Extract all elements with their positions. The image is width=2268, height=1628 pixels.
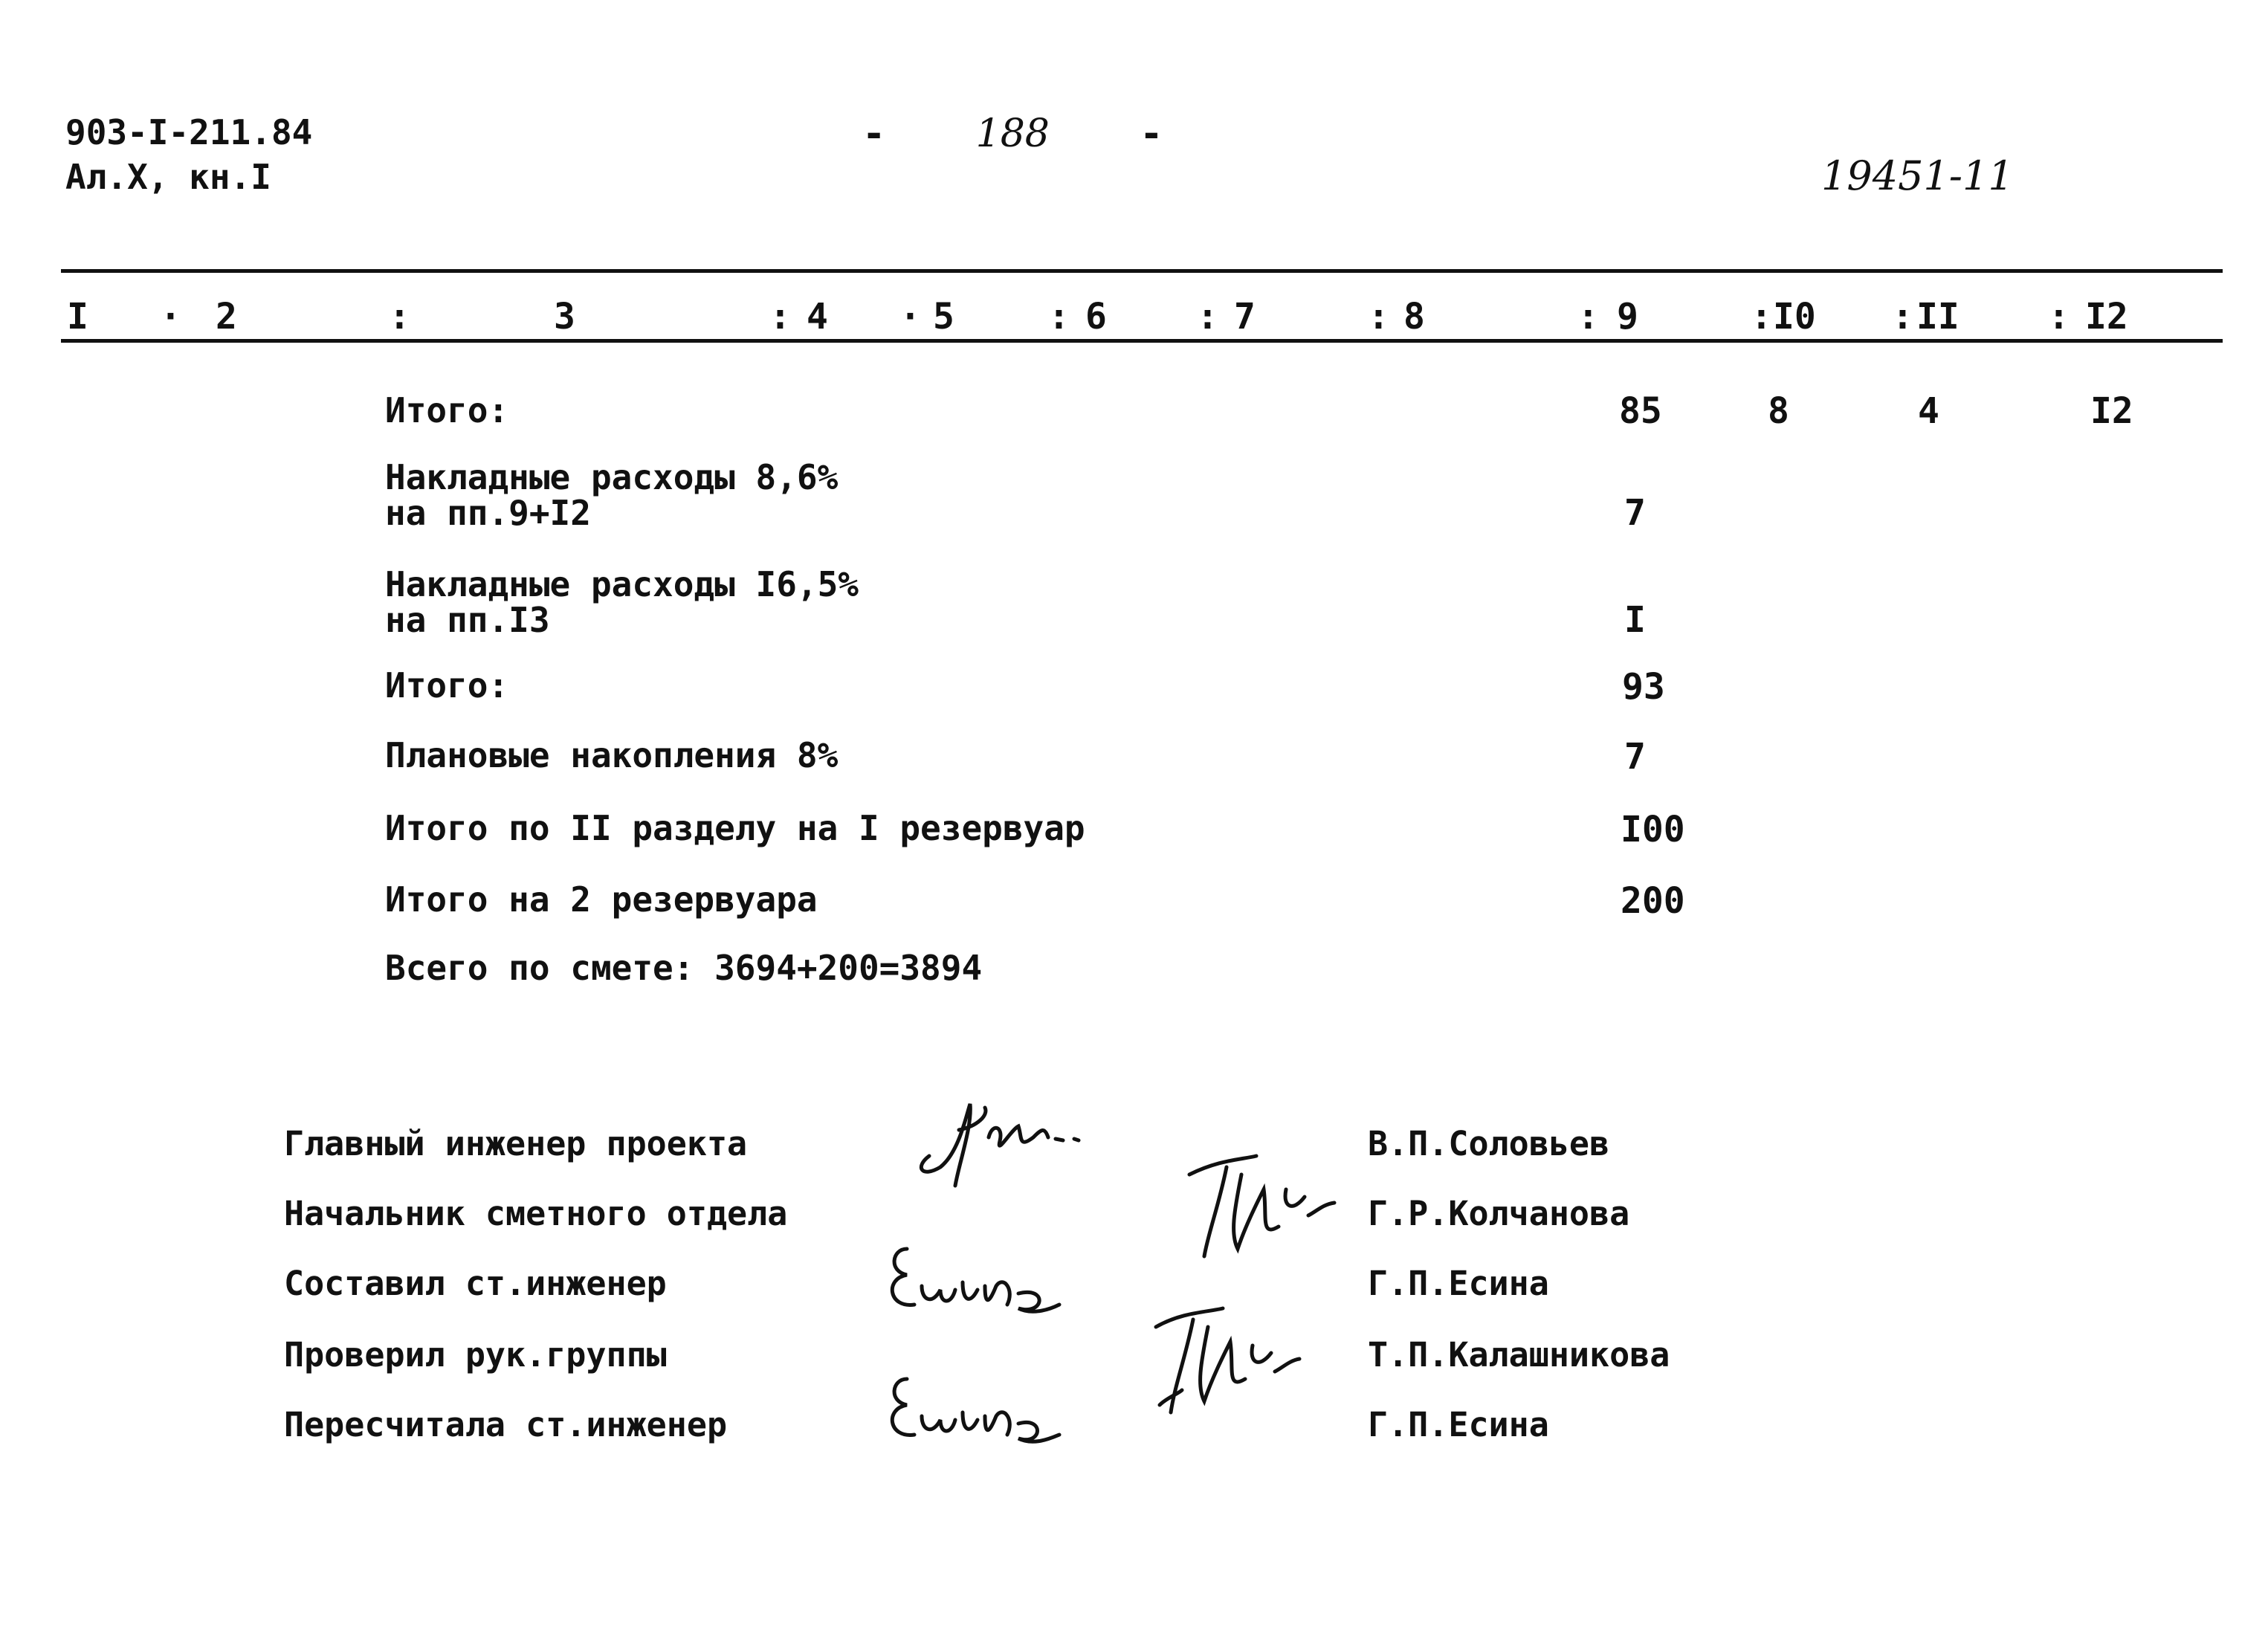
row-label: Итого: (385, 665, 509, 705)
row-value-col9: I (1624, 599, 1646, 641)
col-sep: : (2048, 296, 2070, 337)
handwritten-signature-group-head (1137, 1293, 1316, 1427)
signature-role: Составил ст.инженер (284, 1264, 667, 1303)
signature-role: Проверил рук.группы (284, 1335, 667, 1375)
row-value-col9: 93 (1622, 666, 1665, 708)
handwritten-signature-dept-head (1175, 1145, 1345, 1271)
col-header-6: 6 (1085, 296, 1107, 337)
signature-name: Г.П.Есина (1368, 1264, 1549, 1303)
row-value-col9: 200 (1621, 880, 1685, 922)
row-value-col12: I2 (2090, 390, 2133, 432)
col-header-5: 5 (933, 296, 954, 337)
col-header-12: I2 (2085, 296, 2128, 337)
row-value-col9: 7 (1624, 492, 1646, 534)
document-code-line1: 903-I-211.84 (65, 112, 313, 152)
col-header-11: II (1916, 296, 1960, 337)
row-label: Итого по II разделу на I резервуар (385, 808, 1085, 848)
row-label: Итого на 2 резервуара (385, 879, 818, 920)
document-code-line2: Ал.X, кн.I (65, 157, 271, 197)
page-dash-right: - (1140, 112, 1163, 156)
col-sep: : (1368, 296, 1389, 337)
row-value-col11: 4 (1918, 390, 1939, 432)
row-value-col9: 85 (1619, 390, 1662, 432)
signature-name: Г.Р.Колчанова (1368, 1194, 1630, 1233)
col-sep: : (1048, 296, 1070, 337)
signature-role: Главный инженер проекта (284, 1124, 748, 1163)
col-header-8: 8 (1403, 296, 1425, 337)
table-header-rule (61, 339, 2223, 343)
document-code (65, 110, 312, 199)
signature-role: Начальник сметного отдела (284, 1194, 788, 1233)
reference-number: 19451-11 (1821, 152, 2014, 199)
col-header-4: 4 (807, 296, 828, 337)
col-header-2: 2 (216, 296, 237, 337)
col-sep: : (1577, 296, 1599, 337)
col-header-7: 7 (1234, 296, 1256, 337)
row-label-line1: Накладные расходы 8,6% (385, 457, 839, 497)
col-sep: · (899, 296, 921, 337)
col-sep: : (1197, 296, 1218, 337)
signature-name: Т.П.Калашникова (1368, 1335, 1670, 1375)
estimate-total: Всего по смете: 3694+200=3894 (385, 948, 983, 988)
signature-name: В.П.Соловьев (1368, 1124, 1610, 1163)
handwritten-signature-compiled (877, 1234, 1070, 1331)
col-header-10: I0 (1773, 296, 1816, 337)
col-header-3: 3 (554, 296, 575, 337)
col-header-9: 9 (1617, 296, 1638, 337)
row-value-col10: 8 (1768, 390, 1789, 432)
page-number-block (862, 112, 1163, 156)
signature-name: Г.П.Есина (1368, 1405, 1549, 1444)
col-sep: : (769, 296, 791, 337)
row-label (385, 459, 838, 531)
handwritten-signature-chief-engineer (907, 1085, 1115, 1197)
page-number: 188 (975, 112, 1050, 156)
row-label-line1: Накладные расходы I6,5% (385, 564, 859, 604)
row-label: Итого: (385, 390, 509, 430)
signature-role: Пересчитала ст.инженер (284, 1405, 728, 1444)
row-label: Плановые накопления 8% (385, 735, 839, 775)
row-label-line2: на пп.I3 (385, 600, 550, 640)
page-dash-left: - (862, 112, 886, 156)
col-sep: : (1751, 296, 1772, 337)
row-value-col9: I00 (1621, 809, 1685, 850)
col-sep: · (160, 296, 181, 337)
col-sep: : (1892, 296, 1913, 337)
col-sep: : (389, 296, 410, 337)
col-header-1: I (67, 296, 88, 337)
handwritten-signature-recalculated (873, 1364, 1067, 1461)
table-top-rule (61, 269, 2223, 273)
row-label (385, 566, 859, 638)
row-label-line2: на пп.9+I2 (385, 493, 591, 533)
row-value-col9: 7 (1624, 736, 1646, 778)
